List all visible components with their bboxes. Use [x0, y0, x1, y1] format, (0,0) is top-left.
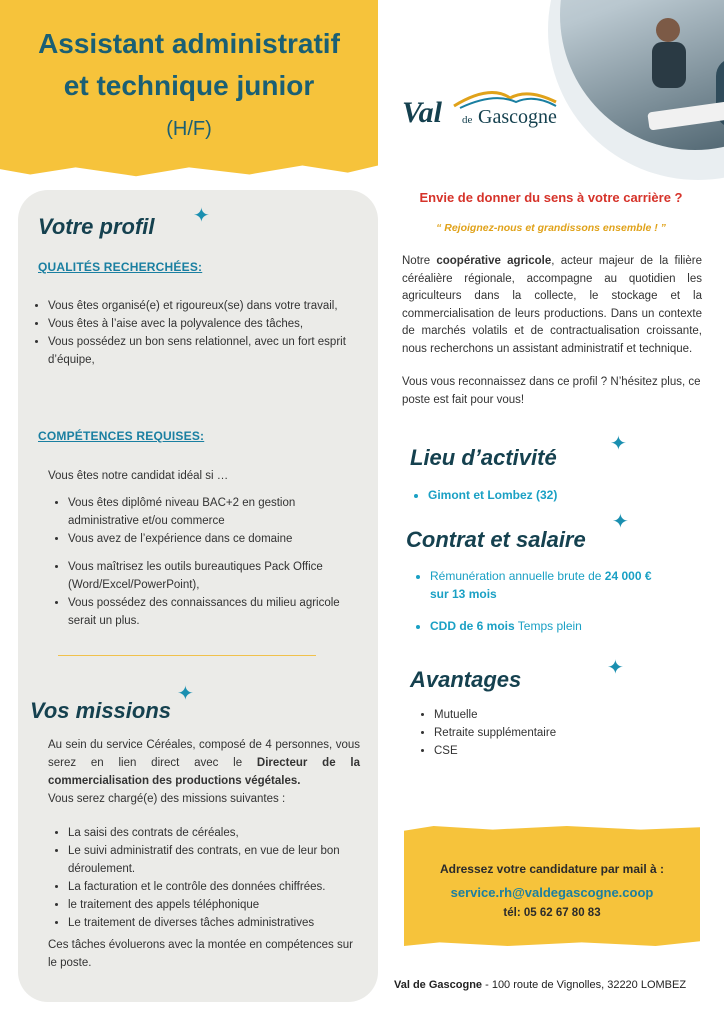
list-item	[430, 567, 722, 603]
benefits-title: Avantages	[410, 667, 522, 692]
list-item: • Retraite supplémentaire	[434, 724, 714, 742]
contract-list	[410, 567, 722, 643]
skills-list	[48, 494, 368, 630]
list-item: • Vous êtes à l’aise avec la polyvalence des tâches,	[48, 315, 368, 333]
list-item: • Vous êtes organisé(e) et rigoureux(se) dans votre travail,	[48, 297, 368, 315]
list-item: • Vous possédez un bon sens relationnel, avec un fort esprit d’équipe,	[48, 333, 368, 369]
list-item: • CSE	[434, 742, 714, 760]
job-title-line2: et technique junior	[63, 70, 315, 101]
people-at-desk-illustration	[608, 0, 724, 160]
missions-outro: Ces tâches évoluerons avec la montée en compétences sur le poste.	[48, 939, 353, 969]
sparkle-icon: ✦	[610, 433, 627, 455]
footer-org: Val de Gascogne	[394, 979, 483, 991]
list-item: • Gimont et Lombez (32)	[428, 486, 718, 504]
list-item: • Vous maîtrisez les outils bureautiques Pack Office (Word/Excel/PowerPoint),	[68, 558, 368, 594]
missions-title: Vos missions	[30, 698, 172, 723]
qualities-list	[28, 297, 368, 369]
missions-intro-text: Au sein du service Céréales, composé de 4 personnes, vous serez en lien direct avec le	[48, 739, 360, 769]
list-item: • Vous avez de l’expérience dans ce domaine	[68, 530, 368, 548]
salary-period: sur 13 mois	[430, 587, 497, 601]
job-title-line1: Assistant administratif	[38, 28, 340, 59]
missions-lead: Vous serez chargé(e) des missions suivantes :	[48, 793, 286, 805]
list-item: • Mutuelle	[434, 706, 714, 724]
missions-intro-bold: Directeur de la commercialisation des productions végétales.	[48, 757, 360, 787]
intro-bold: coopérative agricole	[436, 255, 552, 267]
sparkle-icon: ✦	[193, 205, 210, 227]
intro-paragraph	[402, 253, 702, 358]
list-item: • Vous possédez des connaissances du milieu agricole serait un plus.	[68, 594, 368, 630]
skills-intro: Vous êtes notre candidat idéal si …	[48, 470, 229, 482]
logo-gascogne: Gascogne	[478, 106, 557, 128]
list-item: • La facturation et le contrôle des données chiffrées.	[68, 878, 374, 896]
apply-phone: tél: 05 62 67 80 83	[503, 907, 601, 919]
job-title-gender: (H/F)	[166, 118, 212, 140]
list-item: • Vous êtes diplômé niveau BAC+2 en gestion administrative et/ou commerce	[68, 494, 368, 530]
logo-de: de	[462, 114, 473, 126]
apply-instructions: Adressez votre candidature par mail à :	[439, 862, 665, 876]
contract-title: Contrat et salaire	[406, 527, 586, 552]
skills-heading: COMPÉTENCES REQUISES:	[38, 429, 205, 443]
contract-hours: Temps plein	[514, 619, 582, 633]
list-item: • La saisi des contrats de céréales,	[68, 824, 374, 842]
qualities-heading: QUALITÉS RECHERCHÉES:	[38, 260, 203, 274]
intro-text-cont: , acteur majeur de la filière céréalière régionale, accompagne au quotidien les agriculteurs dans la collecte, le stockage et la commercialisation de leurs productions. Dans un contexte de marchés volatils et de contractualisation croissante, nous recherchons un assistant administratif et technique.	[402, 255, 702, 355]
missions-intro	[48, 736, 360, 790]
apply-email-link[interactable]: service.rh@valdegascogne.coop	[450, 885, 654, 900]
intro-text: Notre	[402, 255, 437, 267]
salary-amount: 24 000 €	[604, 569, 652, 583]
sparkle-icon: ✦	[612, 511, 629, 533]
benefits-list	[414, 706, 714, 760]
list-item: • Le suivi administratif des contrats, en vue de leur bon déroulement.	[68, 842, 374, 878]
missions-list	[48, 824, 374, 932]
location-list	[408, 486, 718, 512]
list-item: • Le traitement de diverses tâches administratives	[68, 914, 374, 932]
sparkle-icon: ✦	[177, 683, 194, 705]
footer-address-text: - 100 route de Vignolles, 32220 LOMBEZ	[482, 979, 687, 991]
salary-text: Rémunération annuelle brute de	[430, 569, 605, 583]
list-item: • le traitement des appels téléphonique	[68, 896, 374, 914]
logo-val: Val	[402, 96, 443, 129]
profile-title: Votre profil	[38, 214, 155, 239]
list-item	[430, 617, 722, 635]
footer-address	[394, 979, 714, 991]
location-title: Lieu d’activité	[410, 445, 557, 470]
sparkle-icon: ✦	[607, 657, 624, 679]
tagline: “ Rejoignez-nous et grandissons ensemble ! ”	[436, 222, 666, 234]
team-photo	[548, 0, 724, 180]
intro-closing: Vous vous reconnaissez dans ce profil ? N’hésitez plus, ce poste est fait pour vous!	[402, 376, 701, 406]
val-de-gascogne-logo	[402, 86, 562, 136]
headline: Envie de donner du sens à votre carrière ?	[419, 190, 683, 205]
section-divider	[58, 655, 316, 656]
contract-type: CDD de 6 mois	[430, 619, 515, 633]
